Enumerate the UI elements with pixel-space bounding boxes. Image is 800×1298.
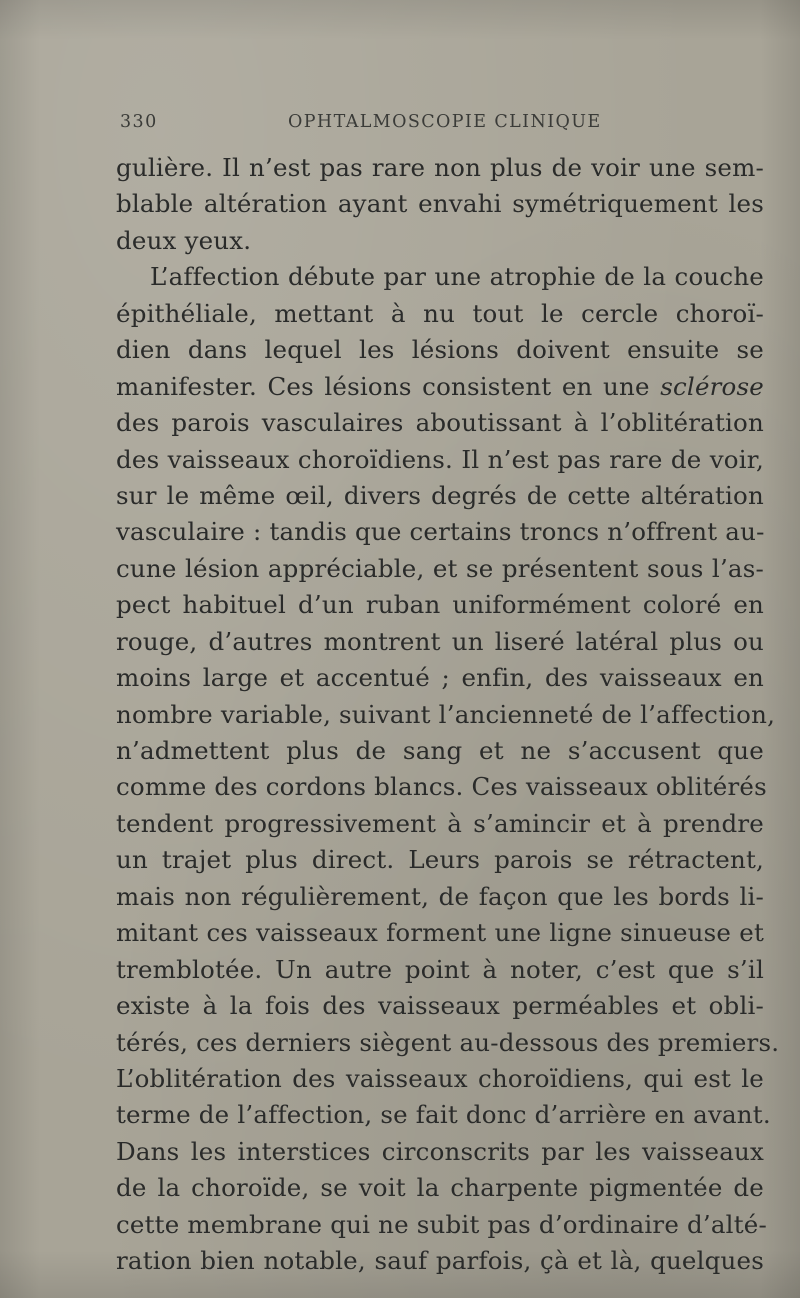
text-line: tendent progressivement à s’amincir et à prendre: [116, 808, 764, 838]
text-line: terme de l’affection, se fait donc d’arrière en avant.: [116, 1100, 771, 1130]
text-line: gulière. Il n’est pas rare non plus de voir une sem-: [116, 153, 764, 182]
text-line: vasculaire : tandis que certains troncs n’offrent au-: [116, 517, 765, 547]
text-line: térés, ces derniers siègent au-dessous des premiers.: [116, 1027, 780, 1057]
text-line: existe à la fois des vaisseaux perméables et obli-: [116, 991, 764, 1021]
text-segment: manifester. Ces lésions consistent en une: [116, 371, 650, 401]
text-line: sur le même œil, divers degrés de cette altération: [116, 480, 764, 510]
text-line: des vaisseaux choroïdiens. Il n’est pas rare de voir,: [116, 444, 764, 474]
text-line: mitant ces vaisseaux forment une ligne sinueuse et: [116, 918, 764, 948]
text-line: blable altération ayant envahi symétriquement les: [116, 189, 764, 219]
text-line: un trajet plus direct. Leurs parois se rétractent,: [116, 845, 764, 875]
text-line: Dans les interstices circonscrits par les vaisseaux: [116, 1136, 764, 1166]
text-line: moins large et accentué ; enfin, des vaisseaux en: [116, 663, 764, 693]
text-line: des parois vasculaires aboutissant à l’oblitération: [116, 408, 764, 438]
text-line: mais non régulièrement, de façon que les bords li-: [116, 881, 764, 911]
text-line: dien dans lequel les lésions doivent ensuite se: [116, 335, 764, 365]
text-line: épithéliale, mettant à nu tout le cercle choroï-: [116, 298, 764, 328]
text-line: de la choroïde, se voit la charpente pigmentée de: [116, 1173, 764, 1203]
running-title: OPHTALMOSCOPIE CLINIQUE: [288, 112, 602, 132]
text-line: cune lésion appréciable, et se présentent sous l’as-: [116, 553, 764, 583]
text-line: pect habituel d’un ruban uniformément coloré en: [116, 590, 764, 620]
text-line: tremblotée. Un autre point à noter, c’est que s’il: [116, 954, 764, 984]
text-line: ration bien notable, sauf parfois, çà et là, quelques: [116, 1246, 764, 1276]
text-line: deux yeux.: [116, 225, 252, 255]
text-line: rouge, d’autres montrent un liseré latéral plus ou: [116, 626, 764, 656]
text-line: [116, 369, 764, 405]
text-line: cette membrane qui ne subit pas d’ordinaire d’alté-: [116, 1209, 767, 1239]
emphasized-term: sclérose: [660, 371, 764, 401]
text-line: n’admettent plus de sang et ne s’accusent que: [116, 736, 764, 765]
text-line: comme des cordons blancs. Ces vaisseaux oblitérés: [116, 772, 767, 802]
page-number: 330: [120, 112, 158, 132]
paragraph-first-line: L’affection débute par une atrophie de la couche: [150, 262, 764, 292]
text-line: nombre variable, suivant l’ancienneté de l’affection,: [116, 699, 776, 729]
text-line: L’oblitération des vaisseaux choroïdiens, qui est le: [116, 1063, 764, 1093]
body-text: [116, 150, 780, 1280]
running-head: [116, 112, 766, 138]
